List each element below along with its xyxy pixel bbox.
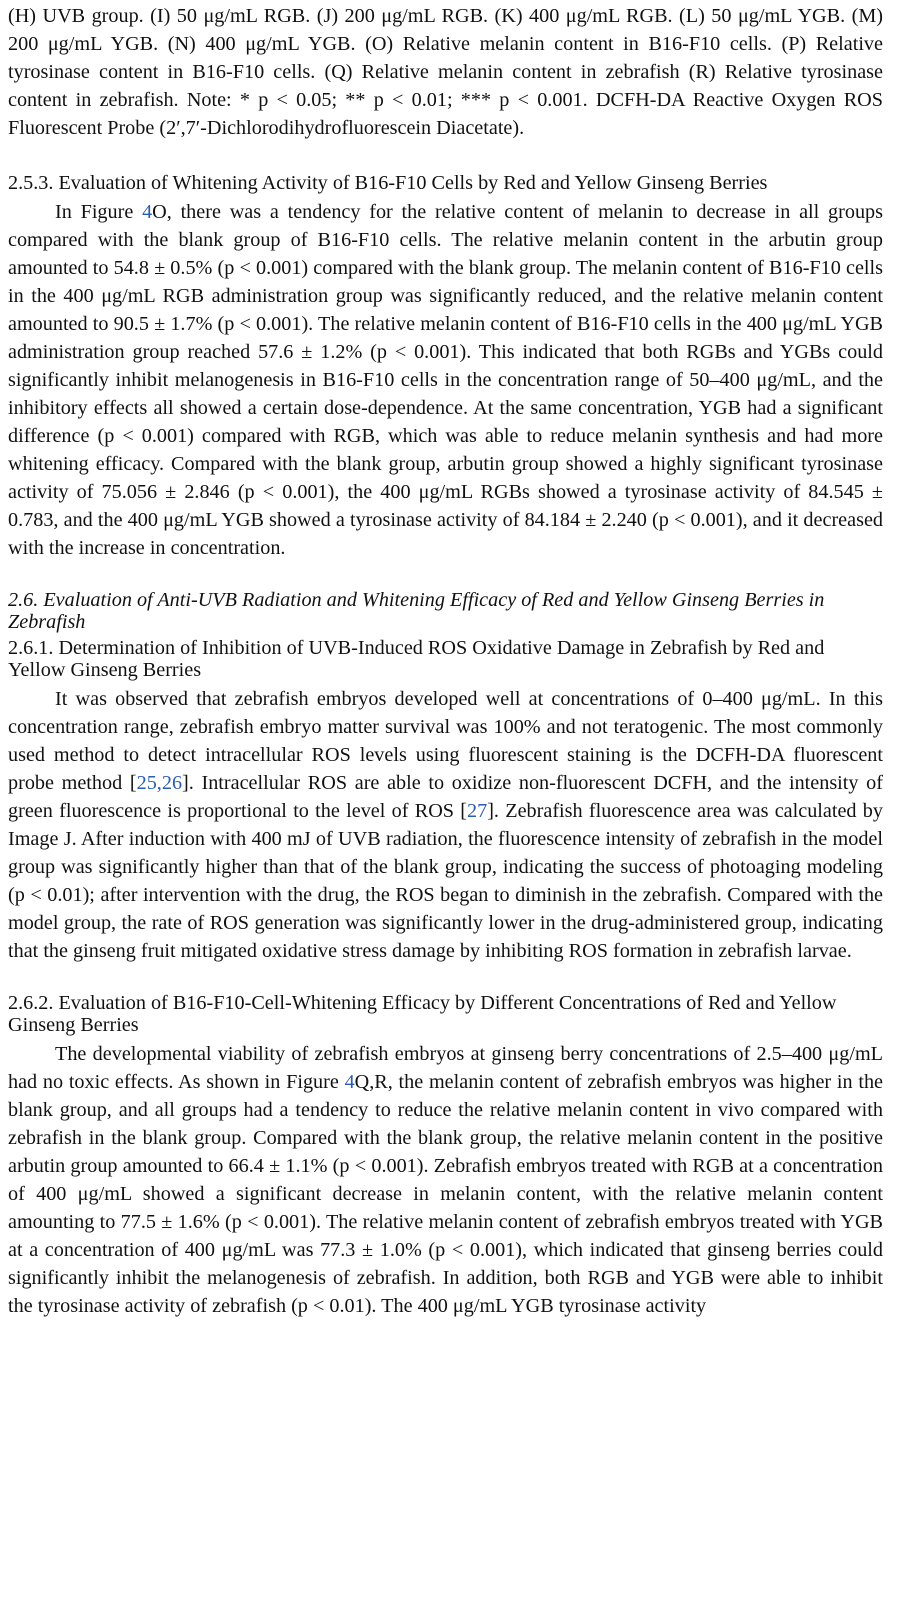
heading-2-6-1: 2.6.1. Determination of Inhibition of UVB-Induced ROS Oxidative Damage in Zebrafish by Red and Yellow Ginseng Berries bbox=[8, 637, 825, 681]
paragraph-2-5-3: In Figure 4O, there was a tendency for the relative content of melanin to decrease in all groups compared with the blank group of B16-F10 cells. The relative melanin content in the arbutin group amounted to 54.8 ± 0.5% (p < 0.001) compared with the blank group. The melanin content of B16-F10 cells in the 400 μg/mL RGB administration group was significantly reduced, and the relative melanin content amounted to 90.5 ± 1.7% (p < 0.001). The relative melanin content of B16-F10 cells in the 400 μg/mL YGB administration group reached 57.6 ± 1.2% (p < 0.001). This indicated that both RGBs and YGBs could significantly inhibit melanogenesis in B16-F10 cells in the concentration range of 50–400 μg/mL, and the inhibitory effects all showed a certain dose-dependence. At the same concentration, YGB had a significant difference (p < 0.001) compared with RGB, which was able to reduce melanin synthesis and had more whitening efficacy. Compared with the blank group, arbutin group showed a highly significant tyrosinase activity of 75.056 ± 2.846 (p < 0.001), the 400 μg/mL RGBs showed a tyrosinase activity of 84.545 ± 0.783, and the 400 μg/mL YGB showed a tyrosinase activity of 84.184 ± 2.240 (p < 0.001), and it decreased with the increase in concentration. bbox=[8, 201, 883, 559]
caption-text: (H) UVB group. (I) 50 μg/mL RGB. (J) 200 μg/mL RGB. (K) 400 μg/mL RGB. (L) 50 μg/mL YGB. (M) 200 μg/mL YGB. (N) 400 μg/mL YGB. (O) Relative melanin content in B16-F10 cells. (P) Relative tyrosinase content in B16-F10 cells. (Q) Relative melanin content in zebrafish (R) Relative tyrosinase content in zebrafish. Note: * p < 0.05; ** p < 0.01; *** p < 0.001. DCFH-DA Reactive Oxygen ROS Fluorescent Probe (2′,7′-Dichlorodihydrofluorescein Diacetate). bbox=[8, 5, 883, 139]
figure-link-4-qr[interactable]: 4 bbox=[344, 1071, 355, 1093]
heading-2-6: 2.6. Evaluation of Anti-UVB Radiation and Whitening Efficacy of Red and Yellow Ginseng Berries in Zebrafish bbox=[8, 589, 825, 633]
figure-caption bbox=[8, 2, 883, 142]
paragraph-2-6-2: The developmental viability of zebrafish embryos at ginseng berry concentrations of 2.5–400 μg/mL had no toxic effects. As shown in Figure 4Q,R, the melanin content of zebrafish embryos was higher in the blank group, and all groups had a tendency to reduce the relative melanin content in vivo compared with zebrafish in the blank group. Compared with the blank group, the relative melanin content in the positive arbutin group amounted to 66.4 ± 1.1% (p < 0.001). Zebrafish embryos treated with RGB at a concentration of 400 μg/mL showed a significant decrease in melanin content, with the relative melanin content amounting to 77.5 ± 1.6% (p < 0.001). The relative melanin content of zebrafish embryos treated with YGB at a concentration of 400 μg/mL was 77.3 ± 1.0% (p < 0.001), which indicated that ginseng berries could significantly inhibit the melanogenesis of zebrafish. In addition, both RGB and YGB were able to inhibit the tyrosinase activity of zebrafish (p < 0.01). The 400 μg/mL YGB tyrosinase activity bbox=[8, 1043, 883, 1317]
heading-2-6-2: 2.6.2. Evaluation of B16-F10-Cell-Whitening Efficacy by Different Concentrations of Red and Yellow Ginseng Berries bbox=[8, 992, 837, 1036]
heading-2-5-3: 2.5.3. Evaluation of Whitening Activity of B16-F10 Cells by Red and Yellow Ginseng Berries bbox=[8, 172, 768, 194]
paragraph-2-6-1: It was observed that zebrafish embryos developed well at concentrations of 0–400 μg/mL. In this concentration range, zebrafish embryo matter survival was 100% and not teratogenic. The most commonly used method to detect intracellular ROS levels using fluorescent staining is the DCFH-DA fluorescent probe method [25,26]. Intracellular ROS are able to oxidize non-fluorescent DCFH, and the intensity of green fluorescence is proportional to the level of ROS [27]. Zebrafish fluorescence area was calculated by Image J. After induction with 400 mJ of UVB radiation, the fluorescence intensity of zebrafish in the model group was significantly higher than that of the blank group, indicating the success of photoaging modeling (p < 0.01); after intervention with the drug, the ROS began to diminish in the zebrafish. Compared with the model group, the rate of ROS generation was significantly lower in the drug-administered group, indicating that the ginseng fruit mitigated oxidative stress damage by inhibiting ROS formation in zebrafish larvae. bbox=[8, 688, 883, 962]
citation-link-25-26[interactable]: 25,26 bbox=[136, 772, 183, 794]
citation-link-27[interactable]: 27 bbox=[467, 800, 488, 822]
figure-link-4[interactable]: 4 bbox=[142, 201, 153, 223]
